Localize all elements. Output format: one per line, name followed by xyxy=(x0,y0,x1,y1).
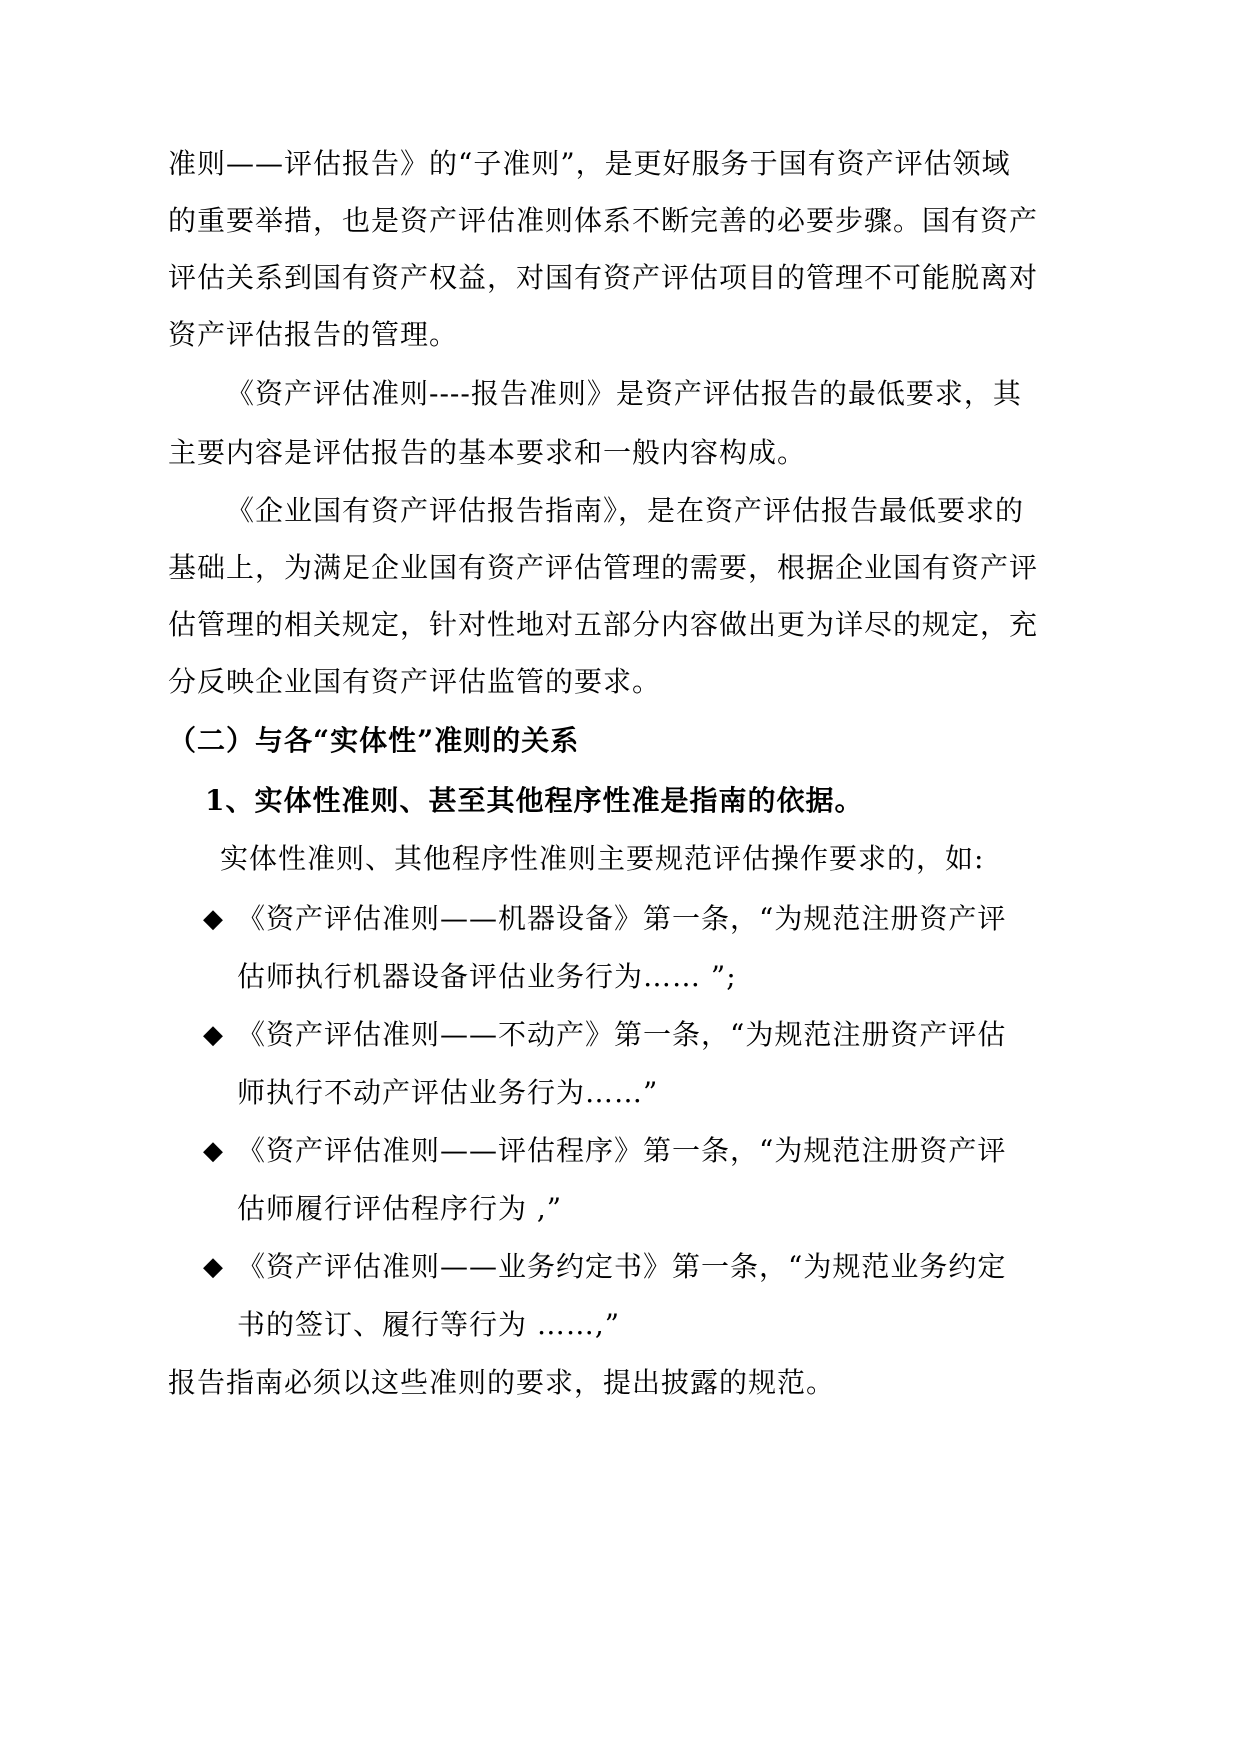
paragraph-line: 《资产评估准则----报告准则》是资产评估报告的最低要求，其 xyxy=(226,377,1022,410)
bullet-line: 估师履行评估程序行为 ,” xyxy=(237,1192,563,1225)
paragraph-line: 估管理的相关规定，针对性地对五部分内容做出更为详尽的规定，充 xyxy=(168,608,1039,641)
paragraph-line: 实体性准则、其他程序性准则主要规范评估操作要求的，如: xyxy=(220,842,985,875)
bullet-line: 《资产评估准则——机器设备》第一条，“为规范注册资产评 xyxy=(237,902,1007,935)
paragraph-line: 分反映企业国有资产评估监管的要求。 xyxy=(168,665,662,698)
subsection-heading: 1、实体性准则、甚至其他程序性准是指南的依据。 xyxy=(205,784,864,817)
paragraph-line: 主要内容是评估报告的基本要求和一般内容构成。 xyxy=(168,436,807,469)
bullet-line: 书的签订、履行等行为 ……,” xyxy=(237,1308,621,1341)
diamond-bullet-icon: ◆ xyxy=(203,1020,223,1050)
paragraph-line: 《企业国有资产评估报告指南》，是在资产评估报告最低要求的 xyxy=(226,494,1025,527)
bullet-line: 《资产评估准则——评估程序》第一条，“为规范注册资产评 xyxy=(237,1134,1007,1167)
diamond-bullet-icon: ◆ xyxy=(203,1252,223,1282)
paragraph-line: 资产评估报告的管理。 xyxy=(168,318,459,351)
bullet-line: 《资产评估准则——业务约定书》第一条，“为规范业务约定 xyxy=(237,1250,1007,1283)
paragraph-line: 评估关系到国有资产权益，对国有资产评估项目的管理不可能脱离对 xyxy=(168,261,1039,294)
diamond-bullet-icon: ◆ xyxy=(203,1136,223,1166)
bullet-line: 师执行不动产评估业务行为……” xyxy=(237,1076,659,1109)
paragraph-line: 准则——评估报告》的“子准则”，是更好服务于国有资产评估领域 xyxy=(168,147,1011,180)
paragraph-line: 基础上，为满足企业国有资产评估管理的需要，根据企业国有资产评 xyxy=(168,551,1039,584)
bullet-line: 《资产评估准则——不动产》第一条，“为规范注册资产评估 xyxy=(237,1018,1007,1051)
paragraph-line: 报告指南必须以这些准则的要求，提出披露的规范。 xyxy=(168,1366,836,1399)
section-heading: （二）与各“实体性”准则的关系 xyxy=(168,724,580,757)
diamond-bullet-icon: ◆ xyxy=(203,904,223,934)
bullet-line: 估师执行机器设备评估业务行为…… ”; xyxy=(237,960,737,993)
paragraph-line: 的重要举措，也是资产评估准则体系不断完善的必要步骤。国有资产 xyxy=(168,204,1039,237)
